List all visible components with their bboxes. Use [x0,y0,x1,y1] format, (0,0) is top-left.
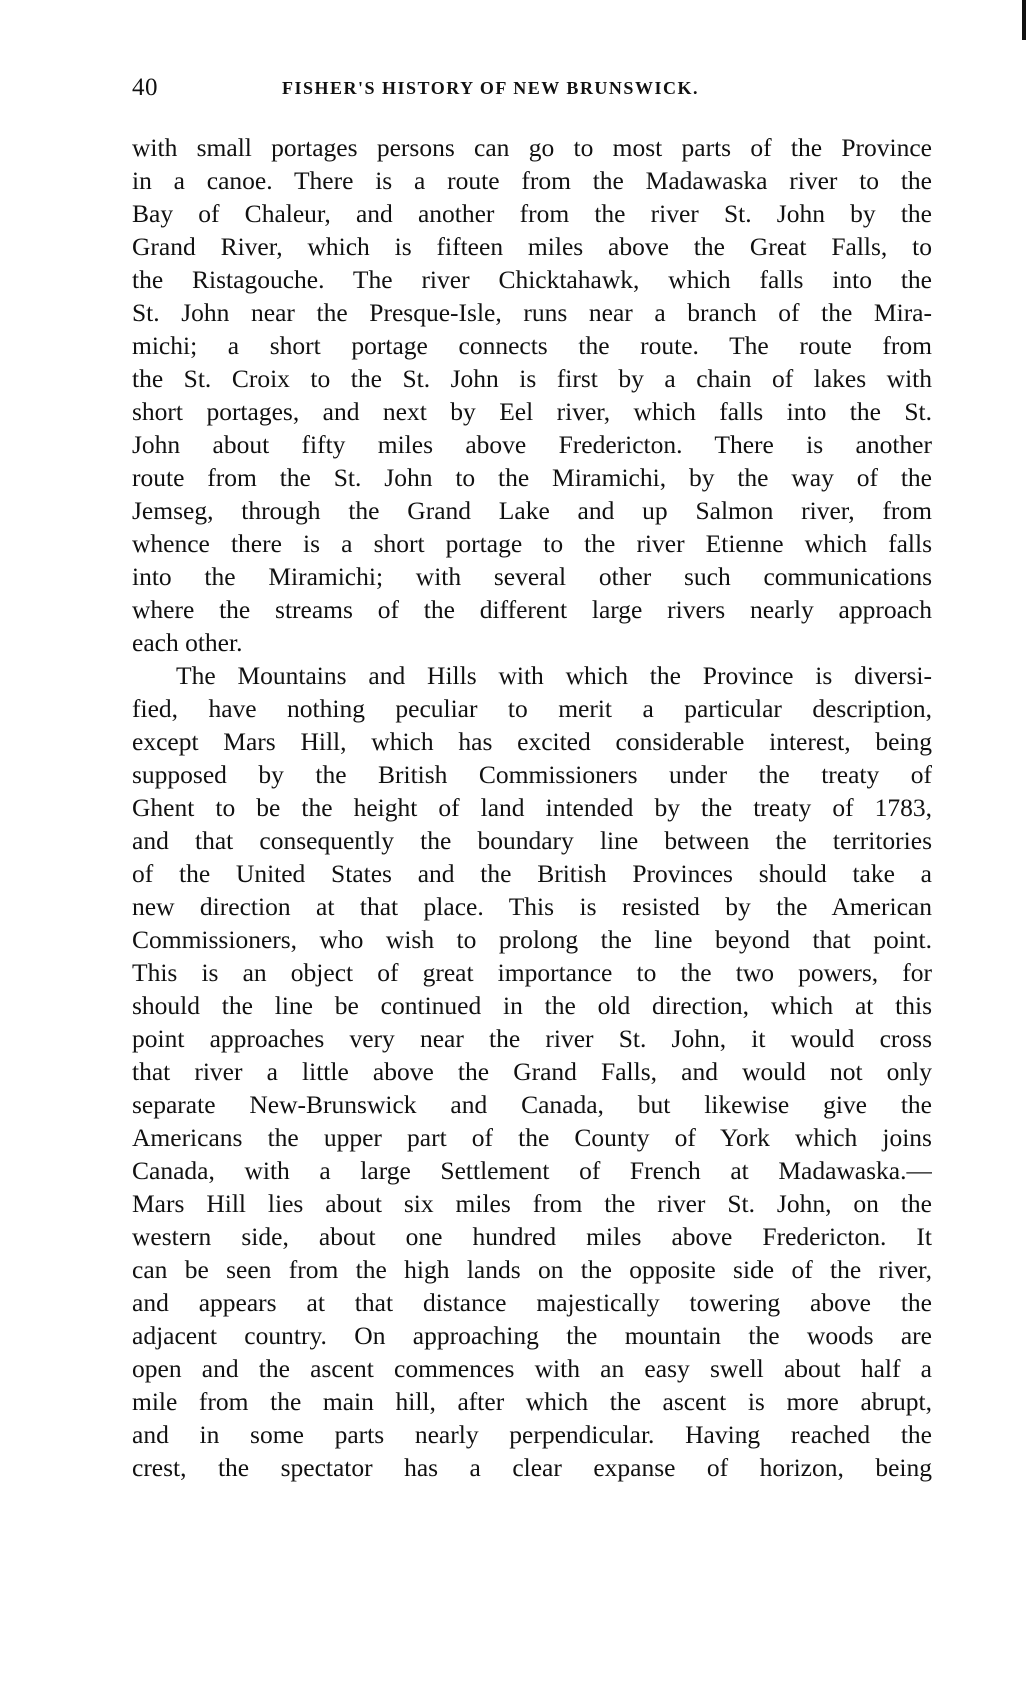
text-line: in a canoe. There is a route from the Madawaska river to the [132,166,932,195]
text-line: into the Miramichi; with several other such communications [132,562,932,591]
text-line: Grand River, which is fifteen miles above the Great Falls, to [132,232,932,261]
text-line: Commissioners, who wish to prolong the line beyond that point. [132,925,932,954]
text-line: point approaches very near the river St. John, it would cross [132,1024,932,1053]
text-line: Bay of Chaleur, and another from the river St. John by the [132,199,932,228]
text-line: adjacent country. On approaching the mountain the woods are [132,1321,932,1350]
running-title: FISHER'S HISTORY OF NEW BRUNSWICK. [282,78,699,98]
text-line: western side, about one hundred miles above Fredericton. It [132,1222,932,1251]
text-line: separate New-Brunswick and Canada, but likewise give the [132,1090,932,1119]
text-line: John about fifty miles above Fredericton. There is another [132,430,932,459]
text-line: St. John near the Presque-Isle, runs near a branch of the Mira- [132,298,932,327]
text-line: route from the St. John to the Miramichi, by the way of the [132,463,932,492]
text-line: This is an object of great importance to the two powers, for [132,958,932,987]
text-line: short portages, and next by Eel river, which falls into the St. [132,397,932,426]
page-number: 40 [132,74,158,101]
text-line: and that consequently the boundary line between the territories [132,826,932,855]
paragraph-mountains [132,659,932,1484]
text-line: open and the ascent commences with an easy swell about half a [132,1354,932,1383]
text-line: should the line be continued in the old direction, which at this [132,991,932,1020]
paragraph-portages [132,131,932,659]
text-line: michi; a short portage connects the route. The route from [132,331,932,360]
text-line: crest, the spectator has a clear expanse of horizon, being [132,1453,932,1482]
text-line: the St. Croix to the St. John is first by a chain of lakes with [132,364,932,393]
text-line: Ghent to be the height of land intended by the treaty of 1783, [132,793,932,822]
text-line: the Ristagouche. The river Chicktahawk, which falls into the [132,265,932,294]
text-line: Canada, with a large Settlement of French at Madawaska.— [132,1156,932,1185]
text-line: Jemseg, through the Grand Lake and up Salmon river, from [132,496,932,525]
text-line: with small portages persons can go to most parts of the Province [132,133,932,162]
text-line: Americans the upper part of the County of York which joins [132,1123,932,1152]
page-header [132,74,932,110]
text-line: new direction at that place. This is resisted by the American [132,892,932,921]
text-line: where the streams of the different large rivers nearly approach [132,595,932,624]
text-line: and appears at that distance majestically towering above the [132,1288,932,1317]
text-line: can be seen from the high lands on the opposite side of the river, [132,1255,932,1284]
text-line: and in some parts nearly perpendicular. Having reached the [132,1420,932,1449]
text-line: except Mars Hill, which has excited considerable interest, being [132,727,932,756]
text-line: supposed by the British Commissioners under the treaty of [132,760,932,789]
text-line: whence there is a short portage to the river Etienne which falls [132,529,932,558]
text-line: fied, have nothing peculiar to merit a particular description, [132,694,932,723]
text-line: that river a little above the Grand Falls, and would not only [132,1057,932,1086]
body-text [132,131,932,1484]
text-line: mile from the main hill, after which the ascent is more abrupt, [132,1387,932,1416]
text-line: The Mountains and Hills with which the Province is diversi- [176,661,932,690]
text-line: each other. [132,628,243,657]
text-line: of the United States and the British Provinces should take a [132,859,932,888]
page-edge-mark [1022,0,1026,40]
text-line: Mars Hill lies about six miles from the river St. John, on the [132,1189,932,1218]
